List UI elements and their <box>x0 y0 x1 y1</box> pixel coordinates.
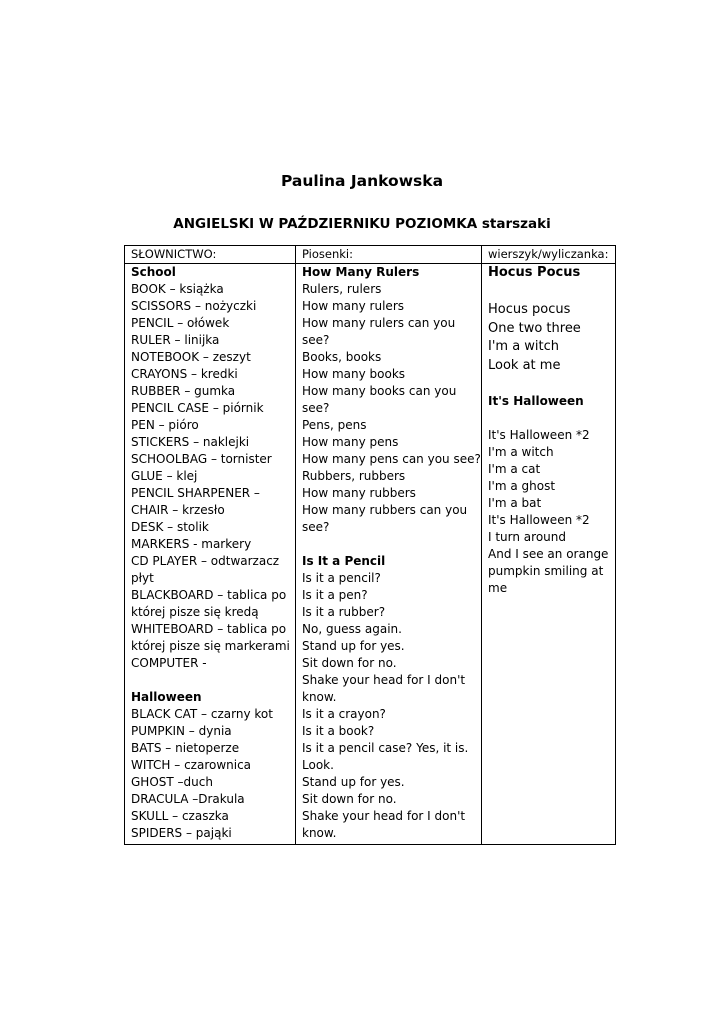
list-item: I'm a witch <box>488 445 554 459</box>
list-item: It's Halloween *2 <box>488 428 590 442</box>
list-item: PENCIL – ołówek <box>131 316 230 330</box>
list-item: DESK – stolik <box>131 520 209 534</box>
list-item: DRACULA –Drakula <box>131 792 245 806</box>
list-item: I turn around <box>488 530 566 544</box>
list-item: One two three <box>488 320 581 336</box>
list-item: COMPUTER - <box>131 656 207 670</box>
list-item: I'm a cat <box>488 462 541 476</box>
list-item: CHAIR – krzesło <box>131 503 225 517</box>
list-item: WITCH – czarownica <box>131 758 252 772</box>
header-vocabulary: SŁOWNICTWO: <box>125 246 296 264</box>
list-item: BOOK – książka <box>131 282 224 296</box>
spacer <box>488 375 615 393</box>
poems-cell <box>482 264 616 845</box>
list-item: Is it a crayon? <box>302 707 386 721</box>
school-list <box>131 281 295 672</box>
list-item: How many rubbers can you <box>302 503 468 517</box>
list-item: BLACKBOARD – tablica po <box>131 588 287 602</box>
poem1-title: Hocus Pocus <box>488 265 581 280</box>
spacer <box>302 536 481 553</box>
list-item: Hocus pocus <box>488 302 571 317</box>
list-item: Sit down for no. <box>302 792 397 806</box>
list-item: Sit down for no. <box>302 656 397 670</box>
list-item: RUBBER – gumka <box>131 384 236 398</box>
school-title: School <box>131 265 176 279</box>
list-item: see? <box>302 520 330 534</box>
list-item: Shake your head for I don't <box>302 673 466 687</box>
song2-title: Is It a Pencil <box>302 554 386 568</box>
list-item: płyt <box>131 571 154 585</box>
author-name: Paulina Jankowska <box>280 172 444 190</box>
list-item: NOTEBOOK – zeszyt <box>131 350 251 364</box>
list-item: And I see an orange <box>488 547 609 561</box>
list-item: Is it a pencil case? Yes, it is. <box>302 741 469 755</box>
list-item: Pens, pens <box>302 418 367 432</box>
list-item: How many books can you see? <box>302 384 457 415</box>
list-item: Is it a pencil? <box>302 571 381 585</box>
list-item: SCISSORS – nożyczki <box>131 299 257 313</box>
list-item: me <box>488 581 508 595</box>
list-item: Is it a book? <box>302 724 375 738</box>
table-content-row <box>125 264 616 845</box>
list-item: MARKERS - markery <box>131 537 252 551</box>
list-item: Is it a pen? <box>302 588 368 602</box>
list-item: How many rulers can you see? <box>302 316 456 347</box>
list-item: RULER – linijka <box>131 333 220 347</box>
list-item: BLACK CAT – czarny kot <box>131 707 273 721</box>
list-item: PENCIL CASE – piórnik <box>131 401 264 415</box>
vocabulary-cell <box>125 264 296 845</box>
spacer <box>131 672 295 689</box>
list-item: PEN – pióro <box>131 418 199 432</box>
song1-title: How Many Rulers <box>302 265 420 279</box>
list-item: PENCIL SHARPENER – <box>131 486 260 500</box>
header-songs: Piosenki: <box>296 246 482 264</box>
list-item: How many books <box>302 367 406 381</box>
list-item: No, guess again. <box>302 622 402 636</box>
list-item: How many rulers <box>302 299 404 313</box>
list-item: Look. <box>302 758 334 772</box>
list-item: GHOST –duch <box>131 775 213 789</box>
song1-lyrics <box>302 281 481 536</box>
list-item: CD PLAYER – odtwarzacz <box>131 554 280 568</box>
header-poems: wierszyk/wyliczanka: <box>482 246 616 264</box>
list-item: Look at me <box>488 357 561 373</box>
halloween-title: Halloween <box>131 690 202 704</box>
poem2-lines <box>488 427 615 597</box>
spacer <box>488 410 615 427</box>
list-item: Rubbers, rubbers <box>302 469 406 483</box>
list-item: know. <box>302 826 337 840</box>
list-item: How many rubbers <box>302 486 416 500</box>
list-item: Books, books <box>302 350 382 364</box>
list-item: I'm a ghost <box>488 479 556 493</box>
list-item: Is it a rubber? <box>302 605 386 619</box>
list-item: Stand up for yes. <box>302 639 405 653</box>
list-item: SKULL – czaszka <box>131 809 229 823</box>
list-item: Stand up for yes. <box>302 775 405 789</box>
list-item: STICKERS – naklejki <box>131 435 250 449</box>
list-item: I'm a bat <box>488 496 542 510</box>
list-item: WHITEBOARD – tablica po <box>131 622 287 636</box>
list-item: pumpkin smiling at <box>488 564 604 578</box>
list-item: Shake your head for I don't <box>302 809 466 823</box>
poem2-title: It's Halloween <box>488 394 584 408</box>
list-item: know. <box>302 690 337 704</box>
list-item: SCHOOLBAG – tornister <box>131 452 272 466</box>
document-heading: ANGIELSKI W PAŹDZIERNIKU POZIOMKA starszaki <box>173 216 551 232</box>
lesson-table <box>124 245 616 845</box>
song2-lyrics <box>302 570 481 842</box>
list-item: How many pens <box>302 435 399 449</box>
list-item: SPIDERS – pająki <box>131 826 232 840</box>
table-header-row <box>125 246 616 264</box>
poem1-lines <box>488 301 615 375</box>
list-item: I'm a witch <box>488 339 560 354</box>
list-item: PUMPKIN – dynia <box>131 724 232 738</box>
spacer <box>488 283 615 302</box>
list-item: GLUE – klej <box>131 469 198 483</box>
songs-cell <box>296 264 482 845</box>
list-item: How many pens can you see? <box>302 452 481 466</box>
list-item: której pisze się kredą <box>131 605 259 619</box>
halloween-list <box>131 706 295 842</box>
list-item: BATS – nietoperze <box>131 741 240 755</box>
list-item: której pisze się markerami <box>131 639 290 653</box>
list-item: Rulers, rulers <box>302 282 382 296</box>
list-item: It's Halloween *2 <box>488 513 590 527</box>
list-item: CRAYONS – kredki <box>131 367 238 381</box>
